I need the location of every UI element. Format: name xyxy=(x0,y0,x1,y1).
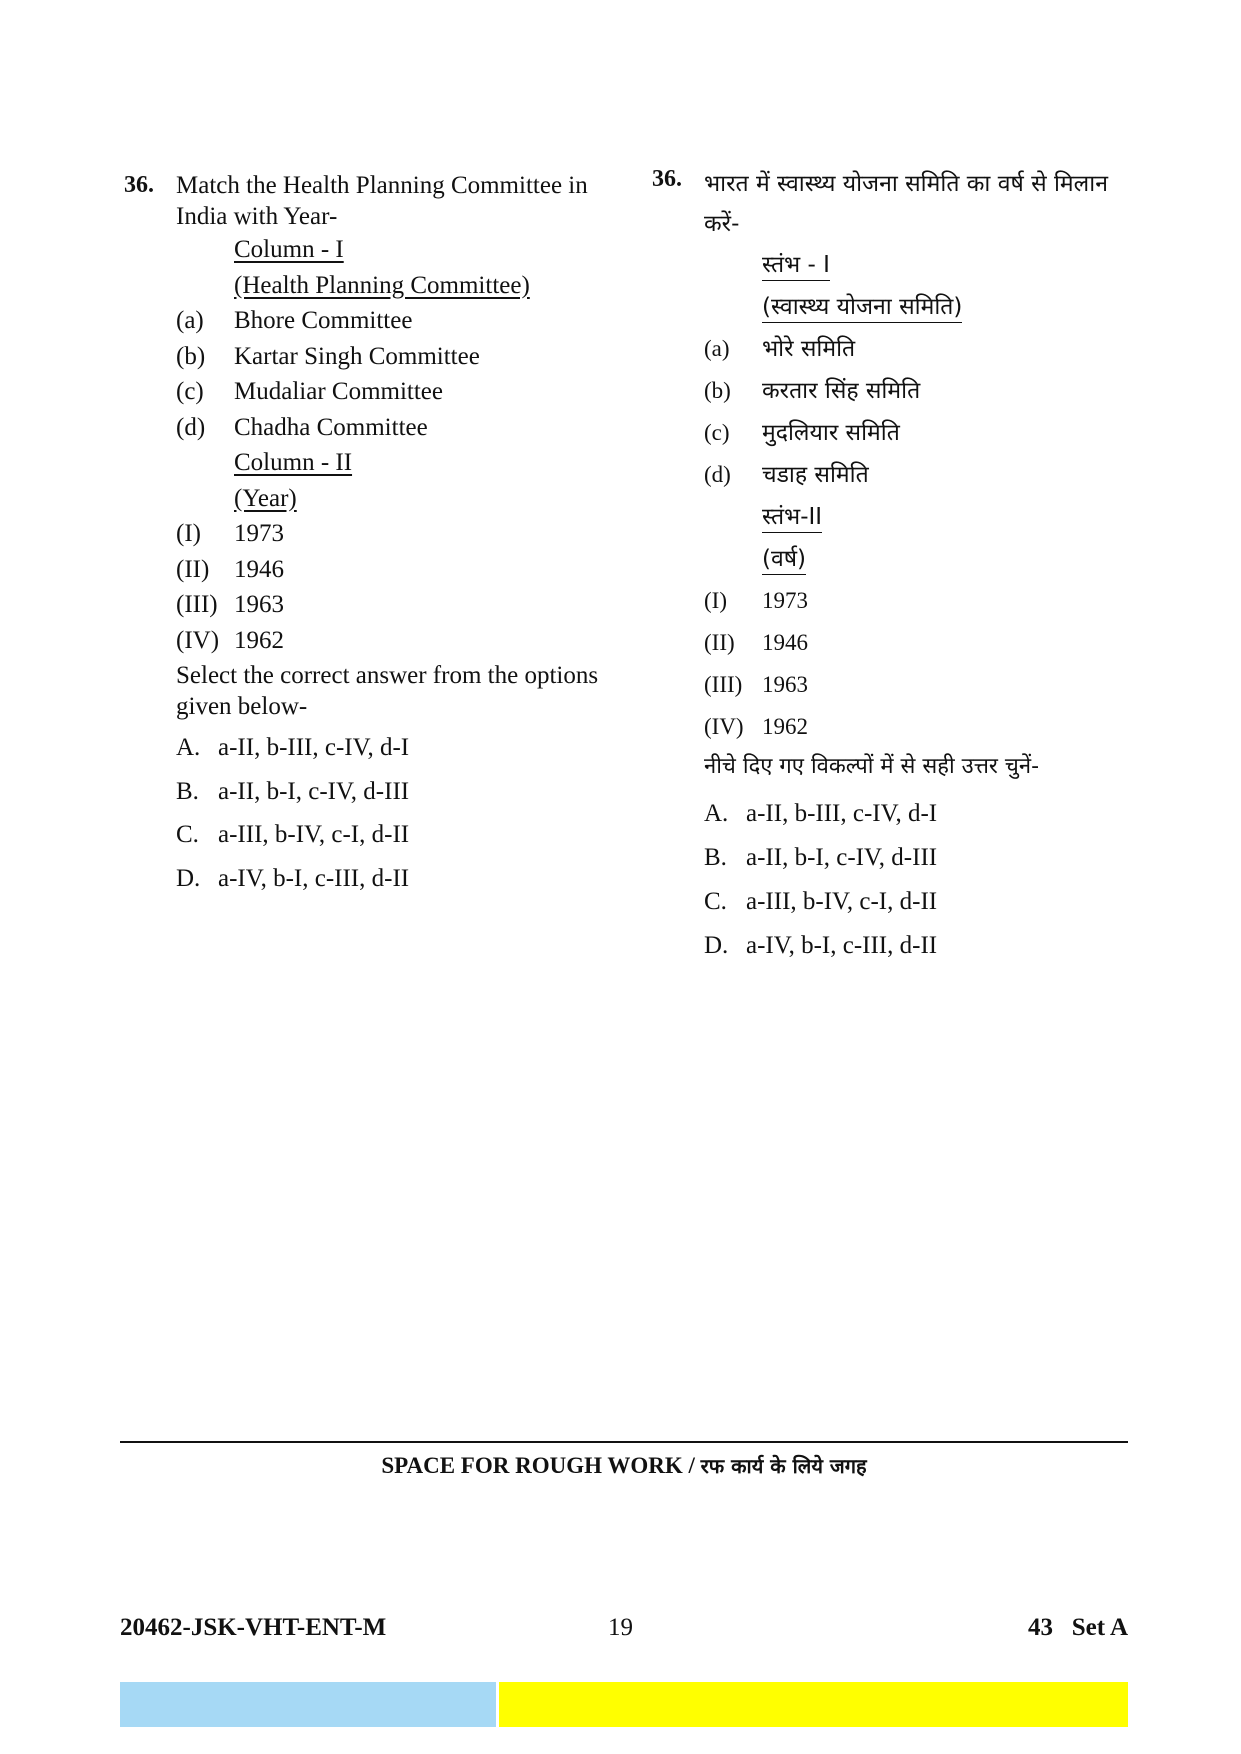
answer-option[interactable]: B. a-II, b-I, c-IV, d-III xyxy=(176,777,410,805)
rough-work-label: SPACE FOR ROUGH WORK / रफ कार्य के लिये जगह xyxy=(381,1453,867,1478)
list-item: (IV) 1962 xyxy=(704,714,808,739)
answer-options xyxy=(704,792,1132,968)
column-2-heading: स्तंभ-II xyxy=(704,496,1132,538)
question-header xyxy=(652,164,1132,244)
list-item: (d) चडाह समिति xyxy=(704,462,869,488)
answer-option[interactable]: B. a-II, b-I, c-IV, d-III xyxy=(704,844,938,871)
page-number: 19 xyxy=(608,1614,633,1641)
list-item: (II) 1946 xyxy=(704,630,808,655)
column-2-heading: Column - II xyxy=(234,449,353,476)
list-item: (c) Mudaliar Committee xyxy=(176,378,443,405)
column-1-subheading: (स्वास्थ्य योजना समिति) xyxy=(704,286,1132,328)
list-item: (II) 1946 xyxy=(176,555,284,583)
column-1-heading: Column - I xyxy=(234,236,344,263)
footer-color-bar-blue xyxy=(120,1682,496,1727)
answer-options xyxy=(176,726,624,900)
column-2-subheading: (Year) xyxy=(234,484,297,512)
question-text: Match the Health Planning Committee in India with Year- xyxy=(176,172,588,230)
list-item: (I) 1973 xyxy=(704,588,808,613)
question-number: 36. xyxy=(652,166,682,192)
list-item: (a) Bhore Committee xyxy=(176,307,413,334)
column-1-heading: स्तंभ - I xyxy=(704,244,1132,286)
rough-work-divider xyxy=(120,1441,1128,1443)
list-item: (b) करतार सिंह समिति xyxy=(704,378,921,404)
question-header xyxy=(124,170,624,232)
question-36-hindi xyxy=(652,164,1132,968)
list-item: (III) 1963 xyxy=(176,591,284,618)
column-2-subheading: (वर्ष) xyxy=(704,538,1132,580)
set-label: 43 Set A xyxy=(1028,1614,1128,1641)
list-item: (d) Chadha Committee xyxy=(176,413,428,441)
footer-color-bar-yellow xyxy=(499,1682,1128,1727)
list-item: (IV) 1962 xyxy=(176,626,284,654)
answer-option[interactable]: C. a-III, b-IV, c-I, d-II xyxy=(176,821,410,848)
question-36-english xyxy=(124,170,624,900)
answer-prompt: नीचे दिए गए विकल्पों में से सही उत्तर चुनें- xyxy=(704,754,1040,779)
answer-prompt: Select the correct answer from the options given below- xyxy=(176,662,599,720)
question-number: 36. xyxy=(124,172,154,198)
answer-option[interactable]: A. a-II, b-III, c-IV, d-I xyxy=(176,734,410,761)
list-item: (III) 1963 xyxy=(704,672,808,697)
list-item: (c) मुदलियार समिति xyxy=(704,420,900,446)
list-item: (a) भोरे समिति xyxy=(704,336,856,362)
answer-option[interactable]: C. a-III, b-IV, c-I, d-II xyxy=(704,888,938,915)
list-item: (b) Kartar Singh Committee xyxy=(176,342,480,370)
list-item: (I) 1973 xyxy=(176,520,284,547)
answer-option[interactable]: D. a-IV, b-I, c-III, d-II xyxy=(176,864,410,892)
question-text: भारत में स्वास्थ्य योजना समिति का वर्ष से मिलान करें- xyxy=(704,171,1108,237)
column-1-subheading: (Health Planning Committee) xyxy=(234,271,530,299)
booklet-code: 20462-JSK-VHT-ENT-M xyxy=(120,1614,387,1641)
answer-option[interactable]: D. a-IV, b-I, c-III, d-II xyxy=(704,932,938,959)
answer-option[interactable]: A. a-II, b-III, c-IV, d-I xyxy=(704,800,938,827)
